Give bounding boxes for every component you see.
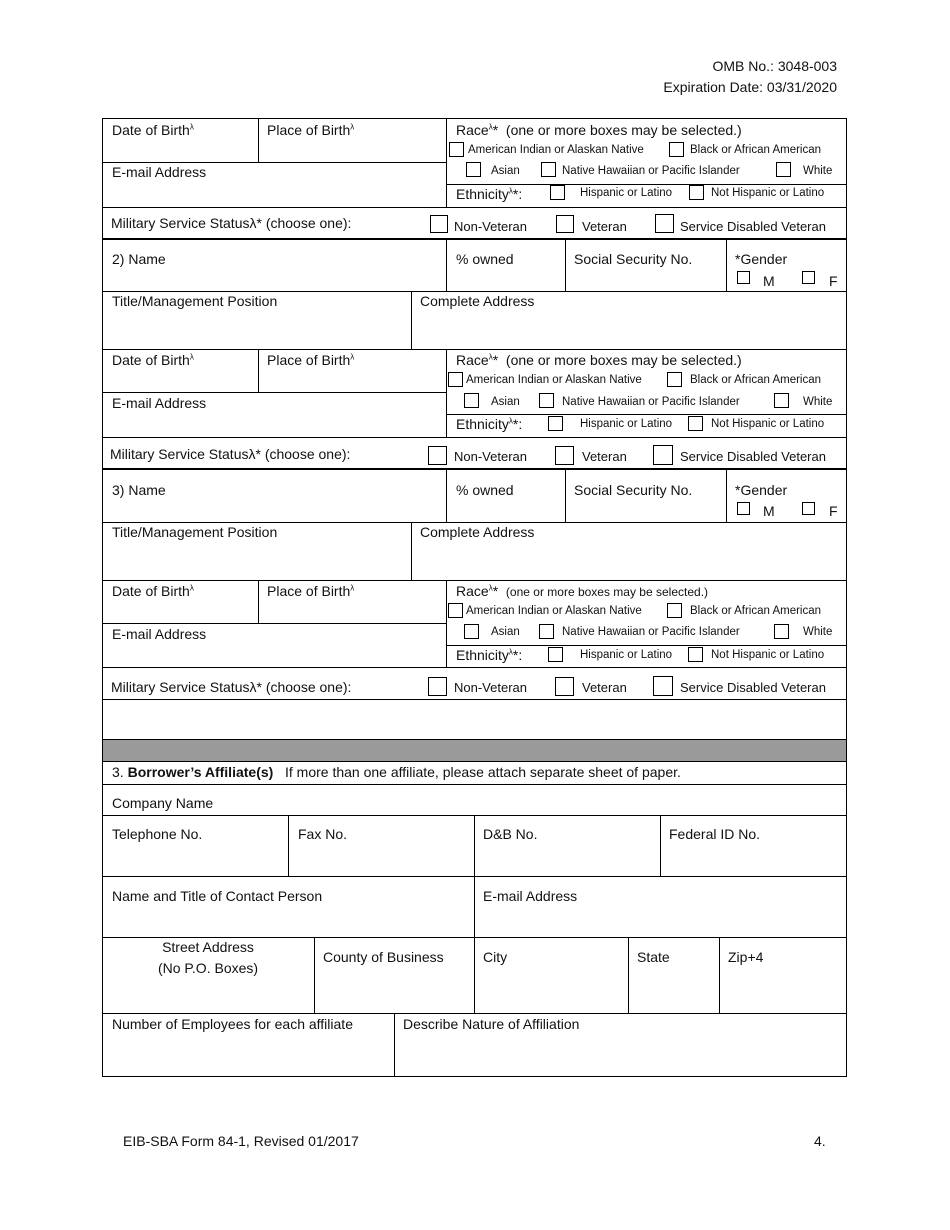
american-indian-checkbox[interactable] [449, 142, 464, 157]
owner2-veteran-checkbox[interactable] [555, 446, 574, 465]
ethnicity-label: Ethnicity$^\lambda$*: [456, 186, 523, 202]
owner3-male-checkbox[interactable] [737, 502, 750, 515]
owner2-hispanic-checkbox[interactable] [548, 416, 563, 431]
omb-number: OMB No.: 3048-003 [712, 58, 837, 74]
dnb-label: D&B No. [483, 826, 538, 842]
employees-label: Number of Employees for each affiliate [112, 1016, 353, 1032]
page-number: 4. [814, 1133, 826, 1149]
owner2-name-label: 2) Name [112, 251, 166, 267]
owner2-american-indian-checkbox[interactable] [448, 372, 463, 387]
street-address-label: Street Address [162, 939, 254, 955]
owner3-black-checkbox[interactable] [667, 603, 682, 618]
owner3-veteran-checkbox[interactable] [555, 677, 574, 696]
owner2-pct-owned-label: % owned [456, 251, 514, 267]
form-footer: EIB-SBA Form 84-1, Revised 01/2017 [123, 1133, 359, 1149]
expiration-date: Expiration Date: 03/31/2020 [663, 79, 837, 95]
owner2-hawaiian-label: Native Hawaiian or Pacific Islander [562, 396, 740, 408]
owner2-race-label: Race$^\lambda$* (one or more boxes may be selected.) [456, 352, 742, 368]
date-of-birth-label: Date of Birth$^\lambda$ [112, 122, 194, 138]
owner3-pct-owned-label: % owned [456, 482, 514, 498]
owner3-female-label: F [829, 503, 838, 519]
owner3-asian-checkbox[interactable] [464, 624, 479, 639]
non-veteran-label: Non-Veteran [454, 219, 527, 234]
hawaiian-checkbox[interactable] [541, 162, 556, 177]
owner3-ssn-label: Social Security No. [574, 482, 693, 498]
nature-label: Describe Nature of Affiliation [403, 1016, 580, 1032]
city-label: City [483, 949, 508, 965]
hispanic-label: Hispanic or Latino [580, 187, 673, 199]
owner3-hispanic-label: Hispanic or Latino [580, 649, 673, 661]
owner3-hawaiian-label: Native Hawaiian or Pacific Islander [562, 626, 740, 638]
owner2-ethnicity-label: Ethnicity$^\lambda$*: [456, 416, 523, 432]
owner3-address-label: Complete Address [420, 524, 535, 540]
company-name-label: Company Name [112, 795, 214, 811]
owner2-ssn-label: Social Security No. [574, 251, 693, 267]
no-po-boxes-label: (No P.O. Boxes) [157, 960, 259, 976]
owner2-disabled-veteran-checkbox[interactable] [653, 445, 673, 465]
military-status-label: Military Service Statusλ* (choose one): [111, 215, 352, 231]
owner2-male-label: M [763, 273, 775, 289]
owner2-non-veteran-label: Non-Veteran [454, 449, 527, 464]
telephone-label: Telephone No. [112, 826, 203, 842]
owner2-white-label: White [803, 396, 833, 408]
owner2-not-hispanic-checkbox[interactable] [688, 416, 703, 431]
owner2-veteran-label: Veteran [582, 449, 627, 464]
owner3-pob-label: Place of Birth$^\lambda$ [267, 583, 355, 599]
not-hispanic-checkbox[interactable] [689, 185, 704, 200]
owner3-dob-label: Date of Birth$^\lambda$ [112, 583, 194, 599]
owner3-american-indian-checkbox[interactable] [448, 603, 463, 618]
owner3-hispanic-checkbox[interactable] [548, 647, 563, 662]
owner3-email-label: E-mail Address [112, 626, 207, 642]
owner3-name-label: 3) Name [112, 482, 166, 498]
owner2-gender-label: *Gender [735, 251, 788, 267]
owner3-gender-label: *Gender [735, 482, 788, 498]
county-label: County of Business [323, 949, 444, 965]
contact-person-label: Name and Title of Contact Person [112, 888, 323, 904]
owner2-pob-label: Place of Birth$^\lambda$ [267, 352, 355, 368]
owner2-not-hispanic-label: Not Hispanic or Latino [711, 418, 825, 430]
veteran-label: Veteran [582, 219, 627, 234]
zip-label: Zip+4 [728, 949, 764, 965]
owner3-female-checkbox[interactable] [802, 502, 815, 515]
black-checkbox[interactable] [669, 142, 684, 157]
non-veteran-checkbox[interactable] [430, 215, 448, 233]
owner2-female-checkbox[interactable] [802, 271, 815, 284]
veteran-checkbox[interactable] [556, 215, 574, 233]
owner2-hispanic-label: Hispanic or Latino [580, 418, 673, 430]
owner2-title-label: Title/Management Position [112, 293, 278, 309]
disabled-veteran-checkbox[interactable] [655, 214, 674, 233]
owner2-email-label: E-mail Address [112, 395, 207, 411]
owner2-american-indian-label: American Indian or Alaskan Native [466, 374, 642, 386]
owner3-disabled-veteran-checkbox[interactable] [653, 676, 673, 696]
owner2-hawaiian-checkbox[interactable] [539, 393, 554, 408]
owner3-non-veteran-checkbox[interactable] [428, 677, 447, 696]
owner3-title-label: Title/Management Position [112, 524, 278, 540]
owner2-non-veteran-checkbox[interactable] [428, 446, 447, 465]
state-label: State [637, 949, 670, 965]
owner2-asian-checkbox[interactable] [464, 393, 479, 408]
owner2-dob-label: Date of Birth$^\lambda$ [112, 352, 194, 368]
owner3-american-indian-label: American Indian or Alaskan Native [466, 605, 642, 617]
owner3-disabled-veteran-label: Service Disabled Veteran [680, 680, 826, 695]
place-of-birth-label: Place of Birth$^\lambda$ [267, 122, 355, 138]
american-indian-label: American Indian or Alaskan Native [468, 144, 644, 156]
owner3-asian-label: Asian [491, 626, 520, 638]
owner3-veteran-label: Veteran [582, 680, 627, 695]
owner3-non-veteran-label: Non-Veteran [454, 680, 527, 695]
email-label: E-mail Address [112, 164, 207, 180]
owner2-asian-label: Asian [491, 396, 520, 408]
asian-checkbox[interactable] [466, 162, 481, 177]
disabled-veteran-label: Service Disabled Veteran [680, 219, 826, 234]
owner3-black-label: Black or African American [690, 605, 822, 617]
owner2-black-checkbox[interactable] [667, 372, 682, 387]
section-divider [103, 740, 846, 761]
owner3-military-label: Military Service Statusλ* (choose one): [111, 679, 352, 695]
owner3-white-label: White [803, 626, 833, 638]
owner3-not-hispanic-checkbox[interactable] [688, 647, 703, 662]
owner2-military-label: Military Service Statusλ* (choose one): [110, 446, 351, 462]
white-label: White [803, 165, 833, 177]
owner2-address-label: Complete Address [420, 293, 535, 309]
asian-label: Asian [491, 165, 520, 177]
hawaiian-label: Native Hawaiian or Pacific Islander [562, 165, 740, 177]
owner3-ethnicity-label: Ethnicity$^\lambda$*: [456, 647, 523, 663]
owner3-hawaiian-checkbox[interactable] [539, 624, 554, 639]
affiliates-heading: 3. Borrower’s Affiliate(s) If more than one affiliate, please attach separate sheet of paper. [112, 764, 681, 780]
affiliate-email-label: E-mail Address [483, 888, 578, 904]
owner3-race-label: Race$^\lambda$* (one or more boxes may be selected.) [456, 583, 709, 599]
hispanic-checkbox[interactable] [550, 185, 565, 200]
owner2-female-label: F [829, 273, 838, 289]
owner3-not-hispanic-label: Not Hispanic or Latino [711, 649, 825, 661]
black-label: Black or African American [690, 144, 822, 156]
not-hispanic-label: Not Hispanic or Latino [711, 187, 825, 199]
owner2-black-label: Black or African American [690, 374, 822, 386]
race-label: Race$^\lambda$* (one or more boxes may be selected.) [456, 122, 742, 138]
owner2-white-checkbox[interactable] [774, 393, 789, 408]
owner2-male-checkbox[interactable] [737, 271, 750, 284]
owner2-disabled-veteran-label: Service Disabled Veteran [680, 449, 826, 464]
owner3-white-checkbox[interactable] [774, 624, 789, 639]
white-checkbox[interactable] [776, 162, 791, 177]
fax-label: Fax No. [298, 826, 348, 842]
federal-id-label: Federal ID No. [669, 826, 761, 842]
owner3-male-label: M [763, 503, 775, 519]
